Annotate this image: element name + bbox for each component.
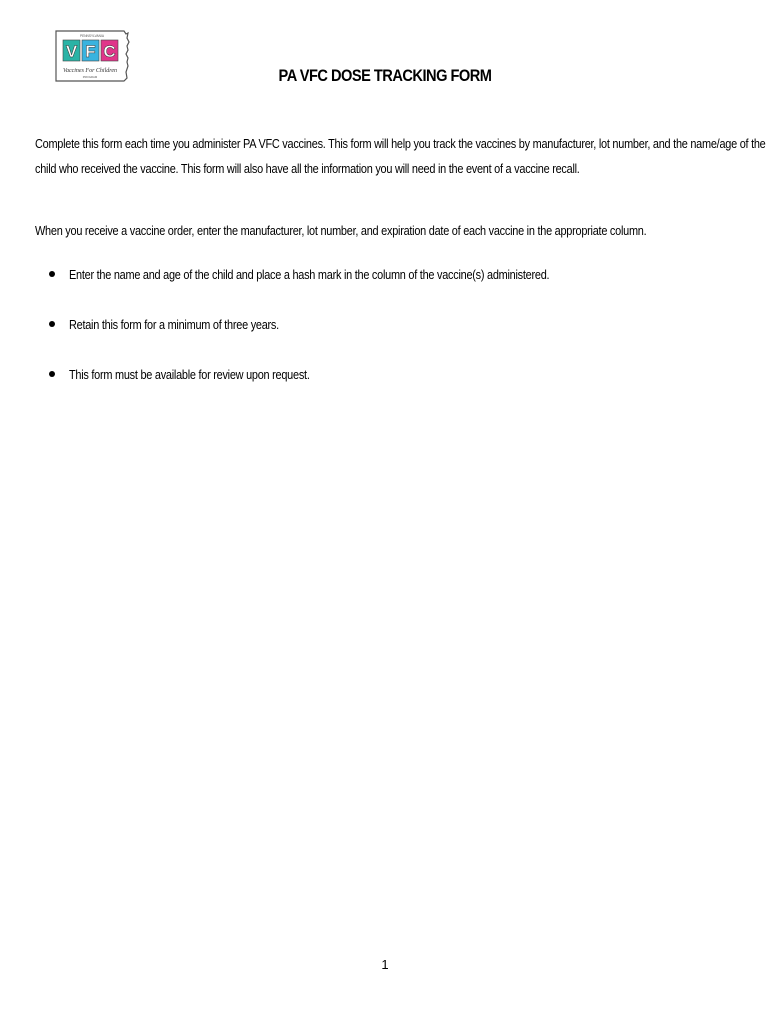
bullet-icon <box>49 321 55 327</box>
list-item-text: Retain this form for a minimum of three years. <box>69 317 279 332</box>
logo-letter-f: F <box>85 42 96 61</box>
logo-top-text: PENNSYLVANIA <box>80 34 104 38</box>
page-number: 1 <box>381 957 389 972</box>
list-item-text: This form must be available for review upon request. <box>69 367 310 382</box>
bullet-icon <box>49 271 55 277</box>
intro-paragraph-line-2: child who received the vaccine. This form will also have all the information you will need in the event of a vaccine recall. <box>35 161 580 176</box>
logo-bottom-text: PROGRAM <box>82 75 98 79</box>
logo-letter-c: C <box>103 42 116 61</box>
logo-script-text: Vaccines For Children <box>62 68 118 74</box>
bullet-icon <box>49 371 55 377</box>
order-instructions-paragraph: When you receive a vaccine order, enter the manufacturer, lot number, and expiration date of each vaccine in the appropriate column. <box>35 223 647 238</box>
intro-paragraph-line-1: Complete this form each time you administer PA VFC vaccines. This form will help you track the vaccines by manufacturer, lot number, and the name/age of the <box>35 136 766 151</box>
intro-paragraph <box>35 131 766 181</box>
form-title: PA VFC DOSE TRACKING FORM <box>278 66 492 85</box>
list-item-text: Enter the name and age of the child and place a hash mark in the column of the vaccine(s) administered. <box>69 267 550 282</box>
logo-letter-v: V <box>65 42 78 61</box>
